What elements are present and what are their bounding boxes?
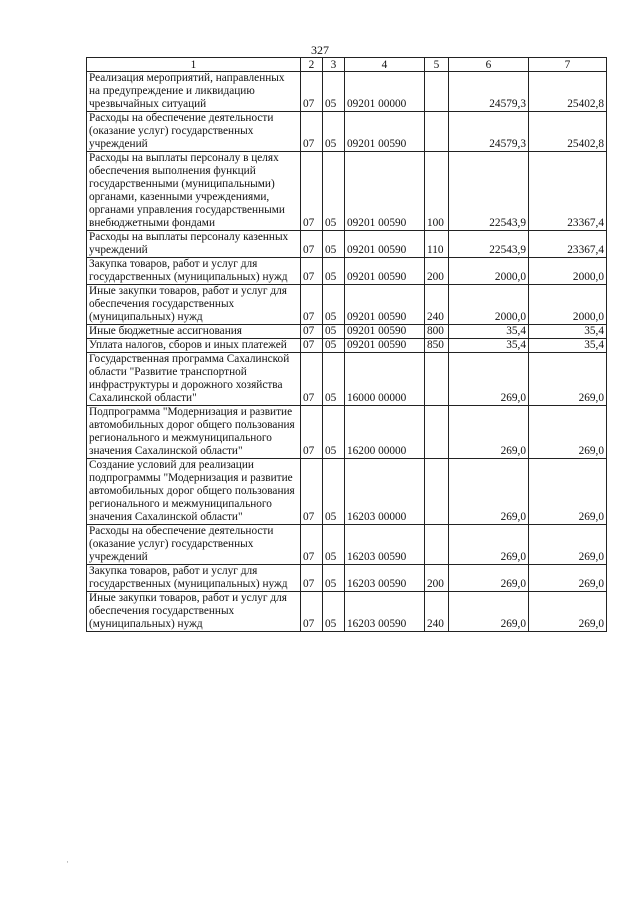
table-row bbox=[87, 406, 607, 459]
row-amount-year2-cell: 269,0 bbox=[529, 353, 607, 406]
row-amount-year2-cell: 23367,4 bbox=[529, 231, 607, 258]
row-amount-year1-cell: 22543,9 bbox=[449, 152, 529, 231]
row-subsection-cell: 05 bbox=[323, 565, 345, 592]
row-subsection-cell: 05 bbox=[323, 353, 345, 406]
row-expense-type-cell: 850 bbox=[425, 339, 449, 353]
row-section-cell: 07 bbox=[301, 525, 323, 565]
row-amount-year2-cell: 2000,0 bbox=[529, 285, 607, 325]
row-target-article-cell: 09201 00590 bbox=[345, 231, 425, 258]
row-section-cell: 07 bbox=[301, 592, 323, 632]
row-amount-year1-cell: 24579,3 bbox=[449, 112, 529, 152]
row-section-cell: 07 bbox=[301, 459, 323, 525]
row-amount-year1-cell: 269,0 bbox=[449, 353, 529, 406]
row-name-cell: Государственная программа Сахалинской области "Развитие транспортной инфраструктуры и дорожного хозяйства Сахалинской области" bbox=[87, 353, 301, 406]
row-name-cell: Уплата налогов, сборов и иных платежей bbox=[87, 339, 301, 353]
row-amount-year1-cell: 2000,0 bbox=[449, 258, 529, 285]
row-amount-year2-cell: 25402,8 bbox=[529, 72, 607, 112]
row-name-cell: Иные бюджетные ассигнования bbox=[87, 325, 301, 339]
row-expense-type-cell: 200 bbox=[425, 258, 449, 285]
row-subsection-cell: 05 bbox=[323, 231, 345, 258]
row-target-article-cell: 09201 00000 bbox=[345, 72, 425, 112]
table-row bbox=[87, 325, 607, 339]
table-row bbox=[87, 459, 607, 525]
row-expense-type-cell: 100 bbox=[425, 152, 449, 231]
table-row bbox=[87, 353, 607, 406]
row-target-article-cell: 09201 00590 bbox=[345, 285, 425, 325]
row-subsection-cell: 05 bbox=[323, 112, 345, 152]
page-number: 327 bbox=[311, 43, 329, 57]
table-row bbox=[87, 152, 607, 231]
table-row bbox=[87, 231, 607, 258]
row-section-cell: 07 bbox=[301, 285, 323, 325]
row-section-cell: 07 bbox=[301, 353, 323, 406]
row-name-cell: Закупка товаров, работ и услуг для государственных (муниципальных) нужд bbox=[87, 258, 301, 285]
table-row bbox=[87, 525, 607, 565]
row-name-cell: Закупка товаров, работ и услуг для государственных (муниципальных) нужд bbox=[87, 565, 301, 592]
table-body bbox=[87, 72, 607, 632]
row-name-cell: Создание условий для реализации подпрограммы "Модернизация и развитие автомобильных дорог общего пользования регионального и межмуниципального значения Сахалинской области" bbox=[87, 459, 301, 525]
row-amount-year1-cell: 22543,9 bbox=[449, 231, 529, 258]
row-amount-year2-cell: 269,0 bbox=[529, 459, 607, 525]
row-subsection-cell: 05 bbox=[323, 152, 345, 231]
row-expense-type-cell: 110 bbox=[425, 231, 449, 258]
row-target-article-cell: 16203 00590 bbox=[345, 565, 425, 592]
row-section-cell: 07 bbox=[301, 112, 323, 152]
row-name-cell: Реализация мероприятий, направленных на предупреждение и ликвидацию чрезвычайных ситуаций bbox=[87, 72, 301, 112]
table-row bbox=[87, 339, 607, 353]
row-section-cell: 07 bbox=[301, 72, 323, 112]
row-section-cell: 07 bbox=[301, 406, 323, 459]
budget-table bbox=[86, 57, 607, 632]
row-expense-type-cell: 240 bbox=[425, 285, 449, 325]
row-amount-year2-cell: 269,0 bbox=[529, 592, 607, 632]
row-subsection-cell: 05 bbox=[323, 325, 345, 339]
row-target-article-cell: 16200 00000 bbox=[345, 406, 425, 459]
row-target-article-cell: 09201 00590 bbox=[345, 112, 425, 152]
row-subsection-cell: 05 bbox=[323, 72, 345, 112]
row-amount-year1-cell: 269,0 bbox=[449, 592, 529, 632]
row-subsection-cell: 05 bbox=[323, 339, 345, 353]
row-expense-type-cell bbox=[425, 72, 449, 112]
row-amount-year2-cell: 269,0 bbox=[529, 525, 607, 565]
row-name-cell: Расходы на выплаты персоналу в целях обеспечения выполнения функций государственными (муниципальными) органами, казенными учреждениями, органами управления государственными внебюджетными фондами bbox=[87, 152, 301, 231]
row-subsection-cell: 05 bbox=[323, 592, 345, 632]
row-subsection-cell: 05 bbox=[323, 459, 345, 525]
row-amount-year2-cell: 35,4 bbox=[529, 339, 607, 353]
row-amount-year2-cell: 23367,4 bbox=[529, 152, 607, 231]
row-amount-year1-cell: 269,0 bbox=[449, 565, 529, 592]
row-name-cell: Иные закупки товаров, работ и услуг для обеспечения государственных (муниципальных) нужд bbox=[87, 285, 301, 325]
row-amount-year1-cell: 35,4 bbox=[449, 339, 529, 353]
header-cell: 5 bbox=[425, 58, 449, 72]
row-section-cell: 07 bbox=[301, 565, 323, 592]
row-section-cell: 07 bbox=[301, 339, 323, 353]
row-expense-type-cell bbox=[425, 525, 449, 565]
row-amount-year2-cell: 25402,8 bbox=[529, 112, 607, 152]
row-subsection-cell: 05 bbox=[323, 525, 345, 565]
row-expense-type-cell bbox=[425, 353, 449, 406]
row-expense-type-cell bbox=[425, 112, 449, 152]
row-expense-type-cell: 200 bbox=[425, 565, 449, 592]
row-target-article-cell: 09201 00590 bbox=[345, 325, 425, 339]
row-target-article-cell: 09201 00590 bbox=[345, 152, 425, 231]
table-row bbox=[87, 592, 607, 632]
row-amount-year2-cell: 35,4 bbox=[529, 325, 607, 339]
row-target-article-cell: 09201 00590 bbox=[345, 339, 425, 353]
row-expense-type-cell: 800 bbox=[425, 325, 449, 339]
row-name-cell: Расходы на обеспечение деятельности (оказание услуг) государственных учреждений bbox=[87, 112, 301, 152]
scan-mark: · bbox=[66, 857, 69, 867]
row-name-cell: Иные закупки товаров, работ и услуг для обеспечения государственных (муниципальных) нужд bbox=[87, 592, 301, 632]
row-target-article-cell: 16000 00000 bbox=[345, 353, 425, 406]
header-cell: 3 bbox=[323, 58, 345, 72]
table-row bbox=[87, 112, 607, 152]
table-row bbox=[87, 285, 607, 325]
row-target-article-cell: 16203 00000 bbox=[345, 459, 425, 525]
row-section-cell: 07 bbox=[301, 231, 323, 258]
header-cell: 2 bbox=[301, 58, 323, 72]
row-section-cell: 07 bbox=[301, 325, 323, 339]
row-subsection-cell: 05 bbox=[323, 406, 345, 459]
table-row bbox=[87, 258, 607, 285]
row-amount-year1-cell: 269,0 bbox=[449, 525, 529, 565]
row-amount-year1-cell: 269,0 bbox=[449, 459, 529, 525]
row-amount-year2-cell: 2000,0 bbox=[529, 258, 607, 285]
row-amount-year1-cell: 269,0 bbox=[449, 406, 529, 459]
header-cell: 7 bbox=[529, 58, 607, 72]
header-cell: 1 bbox=[87, 58, 301, 72]
row-amount-year1-cell: 35,4 bbox=[449, 325, 529, 339]
row-target-article-cell: 09201 00590 bbox=[345, 258, 425, 285]
header-cell: 4 bbox=[345, 58, 425, 72]
row-expense-type-cell bbox=[425, 459, 449, 525]
row-amount-year2-cell: 269,0 bbox=[529, 565, 607, 592]
row-section-cell: 07 bbox=[301, 152, 323, 231]
row-name-cell: Расходы на обеспечение деятельности (оказание услуг) государственных учреждений bbox=[87, 525, 301, 565]
row-expense-type-cell bbox=[425, 406, 449, 459]
header-row bbox=[87, 58, 607, 72]
row-section-cell: 07 bbox=[301, 258, 323, 285]
row-target-article-cell: 16203 00590 bbox=[345, 525, 425, 565]
row-name-cell: Расходы на выплаты персоналу казенных учреждений bbox=[87, 231, 301, 258]
table-row bbox=[87, 565, 607, 592]
row-subsection-cell: 05 bbox=[323, 258, 345, 285]
table-row bbox=[87, 72, 607, 112]
row-amount-year1-cell: 24579,3 bbox=[449, 72, 529, 112]
row-amount-year1-cell: 2000,0 bbox=[449, 285, 529, 325]
row-amount-year2-cell: 269,0 bbox=[529, 406, 607, 459]
row-subsection-cell: 05 bbox=[323, 285, 345, 325]
row-expense-type-cell: 240 bbox=[425, 592, 449, 632]
row-name-cell: Подпрограмма "Модернизация и развитие автомобильных дорог общего пользования регионального и межмуниципального значения Сахалинской области" bbox=[87, 406, 301, 459]
row-target-article-cell: 16203 00590 bbox=[345, 592, 425, 632]
header-cell: 6 bbox=[449, 58, 529, 72]
